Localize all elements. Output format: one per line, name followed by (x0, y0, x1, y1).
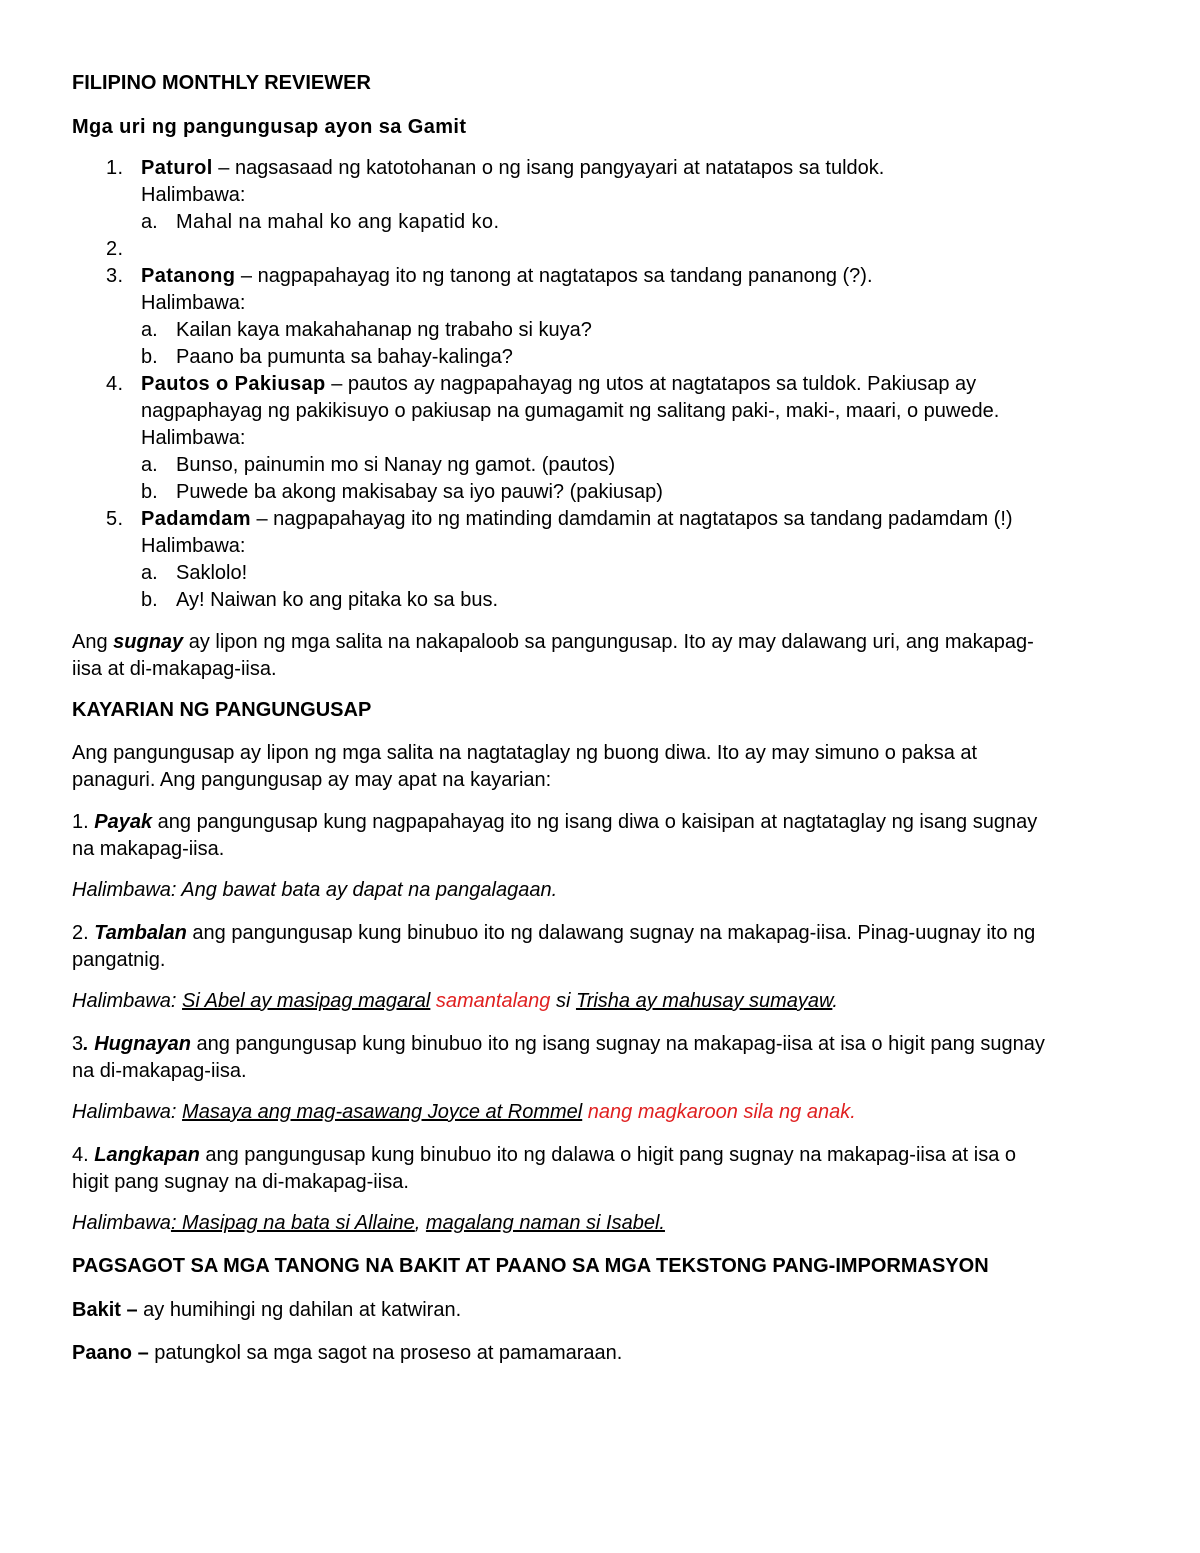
term: sugnay (113, 631, 184, 653)
example-line (72, 879, 557, 902)
list-item (141, 508, 1013, 531)
example-letter: a. (141, 211, 158, 233)
term: . Hugnayan (83, 1033, 191, 1055)
list-number: 4. (106, 373, 124, 395)
sugnay-paragraph (72, 631, 1034, 654)
term: Payak (94, 811, 153, 833)
example-label: Halimbawa: (72, 1101, 183, 1123)
example-text: Saklolo! (176, 562, 248, 584)
example-label: Halimbawa: (141, 427, 246, 449)
list-number: 5. (106, 508, 124, 530)
definition: – nagpapahayag ito ng matinding damdamin at nagtatapos sa tandang padamdam (!) (250, 508, 1013, 530)
question-item (72, 1299, 461, 1322)
example-text: . (832, 990, 838, 1012)
section2-intro: Ang pangungusap ay lipon ng mga salita na nagtataglay ng buong diwa. Ito ay may simuno o paksa at (72, 742, 978, 764)
example-letter: a. (141, 454, 158, 476)
example-label: Halimbawa: (141, 535, 246, 557)
independent-clause: magalang naman si Isabel. (425, 1212, 665, 1234)
term: Pautos o Pakiusap (141, 373, 326, 395)
example-letter: b. (141, 589, 158, 611)
example-text: Bunso, painumin mo si Nanay ng gamot. (pautos) (176, 454, 616, 476)
example-label: Halimbawa (72, 1212, 171, 1234)
conjunction: samantalang (430, 990, 551, 1012)
definition: – pautos ay nagpapahayag ng utos at nagtatapos sa tuldok. Pakiusap ay (325, 373, 977, 395)
dependent-clause: nang magkaroon sila ng anak. (582, 1101, 856, 1123)
example-text: Puwede ba akong makisabay sa iyo pauwi? (pakiusap) (176, 481, 663, 503)
example-label: Halimbawa: (141, 292, 246, 314)
independent-clause: Masaya ang mag-asawang Joyce at Rommel (182, 1101, 583, 1123)
term: Bakit – (72, 1299, 138, 1321)
example-label: Halimbawa: (141, 184, 246, 206)
definition: – nagpapahayag ito ng tanong at nagtatapos sa tandang pananong (?). (235, 265, 873, 287)
list-number: 1. (72, 811, 95, 833)
text: ay lipon ng mga salita na nakapaloob sa pangungusap. Ito ay may dalawang uri, ang makapag- (183, 631, 1034, 653)
section2-heading: KAYARIAN NG PANGUNGUSAP (72, 699, 372, 721)
sugnay-paragraph-continued: iisa at di-makapag-iisa. (72, 658, 277, 680)
term: Patanong (141, 265, 236, 287)
definition: ang pangungusap kung binubuo ito ng isang sugnay na makapag-iisa at isa o higit pang sugnay (190, 1033, 1045, 1055)
example-text: Ay! Naiwan ko ang pitaka ko sa bus. (176, 589, 499, 611)
term: Padamdam (141, 508, 251, 530)
example-letter: b. (141, 346, 158, 368)
section3-heading: PAGSAGOT SA MGA TANONG NA BAKIT AT PAANO SA MGA TEKSTONG PANG-IMPORMASYON (72, 1255, 989, 1277)
definition: patungkol sa mga sagot na proseso at pamamaraan. (148, 1342, 623, 1364)
kayarian-item (72, 1144, 1016, 1167)
definition-continued: na di-makapag-iisa. (72, 1060, 247, 1082)
term: Paano – (72, 1342, 149, 1364)
independent-clause: Trisha ay mahusay sumayaw (575, 990, 833, 1012)
example-text: Paano ba pumunta sa bahay-kalinga? (176, 346, 513, 368)
independent-clause: : Masipag na bata si Allaine (170, 1212, 415, 1234)
section2-intro-continued: panaguri. Ang pangungusap ay may apat na kayarian: (72, 769, 552, 791)
question-item (72, 1342, 622, 1365)
definition: ang pangungusap kung nagpapahayag ito ng isang diwa o kaisipan at nagtataglay ng isang sugnay (152, 811, 1038, 833)
example-text: Kailan kaya makahahanap ng trabaho si kuya? (176, 319, 592, 341)
list-number: 2. (72, 922, 95, 944)
example-letter: a. (141, 562, 158, 584)
example-text: si (550, 990, 576, 1012)
term: Paturol (141, 157, 213, 179)
example-text: Mahal na mahal ko ang kapatid ko. (176, 211, 500, 233)
text: Ang (72, 631, 114, 653)
example-letter: a. (141, 319, 158, 341)
term: Tambalan (94, 922, 187, 944)
definition: ang pangungusap kung binubuo ito ng dalawa o higit pang sugnay na makapag-iisa at isa o (199, 1144, 1016, 1166)
definition-continued: pangatnig. (72, 949, 166, 971)
example-label: Halimbawa: (72, 990, 183, 1012)
definition-continued: na makapag-iisa. (72, 838, 225, 860)
list-number: 1. (106, 157, 124, 179)
example-label: Halimbawa: (72, 879, 182, 901)
example-line (72, 990, 838, 1013)
kayarian-item (72, 922, 1035, 945)
definition: ang pangungusap kung binubuo ito ng dalawang sugnay na makapag-iisa. Pinag-uugnay ito ng (186, 922, 1036, 944)
definition-continued: higit pang sugnay na di-makapag-iisa. (72, 1171, 409, 1193)
independent-clause: Si Abel ay masipag magaral (182, 990, 431, 1012)
definition: – nagsasaad ng katotohanan o ng isang pangyayari at natatapos sa tuldok. (212, 157, 885, 179)
example-letter: b. (141, 481, 158, 503)
section1-heading: Mga uri ng pangungusap ayon sa Gamit (72, 116, 467, 138)
list-item (141, 373, 976, 396)
definition-continued: nagpaphayag ng pakikisuyo o pakiusap na gumagamit ng salitang paki-, maki-, maari, o puwede. (141, 400, 1000, 422)
list-number: 3. (106, 265, 124, 287)
kayarian-item (72, 811, 1037, 834)
document-title: FILIPINO MONTHLY REVIEWER (72, 72, 371, 94)
list-item (141, 157, 884, 180)
list-number: 3 (72, 1033, 84, 1055)
term: Langkapan (94, 1144, 200, 1166)
example-text: , (414, 1212, 426, 1234)
kayarian-item (72, 1033, 1045, 1056)
example-text: Ang bawat bata ay dapat na pangalagaan. (181, 879, 558, 901)
list-number: 2. (106, 238, 124, 260)
definition: ay humihingi ng dahilan at katwiran. (137, 1299, 462, 1321)
example-line (72, 1212, 665, 1235)
example-line (72, 1101, 856, 1124)
list-number: 4. (72, 1144, 95, 1166)
list-item (141, 265, 873, 288)
